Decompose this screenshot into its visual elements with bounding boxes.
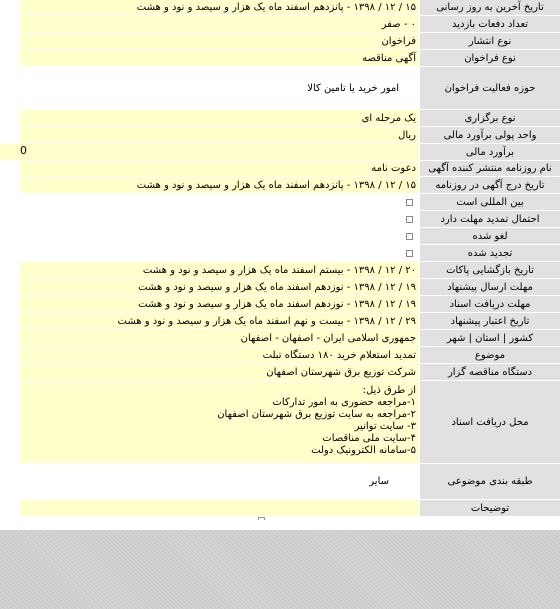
docs-deadline-value: ۱۹ / ۱۲ / ۱۳۹۸ - نوزدهم اسفند ماه یک هزار و سیصد و نود و هشت <box>20 296 419 312</box>
submit-deadline-label: مهلت ارسال پیشنهاد <box>419 279 560 295</box>
row-opening-date <box>0 262 560 279</box>
activity-field-value: امور خرید یا تامین کالا <box>20 67 419 109</box>
docs-location-line: ۲-مراجعه به سایت توزیع برق شهرستان اصفهان <box>217 409 416 420</box>
row-cancelled <box>0 228 560 245</box>
visit-count-label: تعداد دفعات بازدید <box>419 16 560 32</box>
submit-deadline-value: ۱۹ / ۱۲ / ۱۳۹۸ - نوزدهم اسفند ماه یک هزار و سیصد و نود و هشت <box>20 279 419 295</box>
validity-date-label: تاریخ اعتبار پیشنهاد <box>419 313 560 329</box>
currency-value: ریال <box>20 127 419 143</box>
row-validity-date <box>0 313 560 330</box>
row-renewed <box>0 245 560 262</box>
cancelled-checkbox <box>406 233 413 240</box>
estimate-label: برآورد مالی <box>419 144 560 160</box>
location-label: کشور | استان | شهر <box>419 330 560 346</box>
category-value: سایر <box>20 464 419 499</box>
row-extension <box>0 211 560 228</box>
newspaper-label: نام روزنامه منتشر کننده آگهی <box>419 161 560 176</box>
international-checkbox <box>406 199 413 206</box>
row-visit-count <box>0 16 560 33</box>
row-international <box>0 194 560 211</box>
row-currency <box>0 127 560 144</box>
description-value <box>20 500 419 516</box>
validity-date-value: ۲۹ / ۱۲ / ۱۳۹۸ - بیست و نهم اسفند ماه یک هزار و سیصد و نود و هشت <box>20 313 419 329</box>
newspaper-date-label: تاریخ درج آگهی در روزنامه <box>419 177 560 193</box>
row-category <box>0 464 560 500</box>
last-update-value: ۱۵ / ۱۲ / ۱۳۹۸ - پانزدهم اسفند ماه یک هزار و سیصد و نود و هشت <box>20 0 419 15</box>
visit-count-value: ۰ - صفر <box>20 16 419 32</box>
row-docs-deadline <box>0 296 560 313</box>
newspaper-date-value: ۱۵ / ۱۲ / ۱۳۹۸ - پانزدهم اسفند ماه یک هزار و سیصد و نود و هشت <box>20 177 419 193</box>
row-last-update <box>0 0 560 16</box>
docs-location-line: ۵-سامانه الکترونیک دولت <box>311 445 416 456</box>
estimate-amount: 0 <box>20 144 27 157</box>
row-description <box>0 500 560 517</box>
call-type-value: آگهی مناقصه <box>20 50 419 66</box>
cancelled-value <box>20 228 419 244</box>
organizer-label: دستگاه مناقصه گزار <box>419 364 560 380</box>
docs-location-line: ۳- سایت توانیر <box>354 421 416 432</box>
publish-type-label: نوع انتشار <box>419 33 560 49</box>
opening-date-value: ۲۰ / ۱۲ / ۱۳۹۸ - بیستم اسفند ماه یک هزار و سیصد و نود و هشت <box>20 262 419 278</box>
row-holding-type <box>0 110 560 127</box>
subject-value: تمدید استعلام خرید ۱۸۰ دستگاه تبلت <box>20 347 419 363</box>
docs-deadline-label: مهلت دریافت اسناد <box>419 296 560 312</box>
publish-type-value: فراخوان <box>20 33 419 49</box>
organizer-value: شرکت توزیع برق شهرستان اصفهان <box>20 364 419 380</box>
renewed-checkbox <box>406 250 413 257</box>
newspaper-value: دعوت نامه <box>20 161 419 176</box>
row-activity-field <box>0 67 560 110</box>
renewed-label: تجدید شده <box>419 245 560 261</box>
extension-label: احتمال تمدید مهلت دارد <box>419 211 560 227</box>
row-call-type <box>0 50 560 67</box>
row-estimate <box>0 144 560 161</box>
row-submit-deadline <box>0 279 560 296</box>
cancelled-label: لغو شده <box>419 228 560 244</box>
docs-location-line: ۴-سایت ملی مناقصات <box>322 433 416 444</box>
row-subject <box>0 347 560 364</box>
docs-location-line: ۱-مراجعه حضوری به امور تدارکات <box>272 397 416 408</box>
docs-location-line: از طرق ذیل: <box>362 385 416 396</box>
holding-type-value: یک مرحله ای <box>20 110 419 126</box>
row-location <box>0 330 560 347</box>
call-type-label: نوع فراخوان <box>419 50 560 66</box>
international-value <box>20 194 419 210</box>
activity-field-label: حوزه فعالیت فراخوان <box>419 67 560 109</box>
renewed-value <box>20 245 419 261</box>
footer-band <box>0 530 560 609</box>
row-organizer <box>0 364 560 381</box>
category-label: طبقه بندی موضوعی <box>419 464 560 499</box>
docs-location-value <box>20 381 419 463</box>
location-value: جمهوری اسلامی ایران - اصفهان - اصفهان <box>20 330 419 346</box>
footer-spacer <box>0 520 560 530</box>
row-newspaper <box>0 161 560 177</box>
last-update-label: تاریخ آخرین به روز رسانی <box>419 0 560 15</box>
currency-label: واحد پولی برآورد مالی <box>419 127 560 143</box>
row-docs-location <box>0 381 560 464</box>
description-label: توضیحات <box>419 500 560 516</box>
row-newspaper-date <box>0 177 560 194</box>
row-publish-type <box>0 33 560 50</box>
opening-date-label: تاریخ بازگشایی پاکات <box>419 262 560 278</box>
subject-label: موضوع <box>419 347 560 363</box>
extension-checkbox <box>406 216 413 223</box>
international-label: بین المللی است <box>419 194 560 210</box>
docs-location-label: محل دریافت اسناد <box>419 381 560 463</box>
estimate-value <box>0 144 419 160</box>
holding-type-label: نوع برگزاری <box>419 110 560 126</box>
extension-value <box>20 211 419 227</box>
